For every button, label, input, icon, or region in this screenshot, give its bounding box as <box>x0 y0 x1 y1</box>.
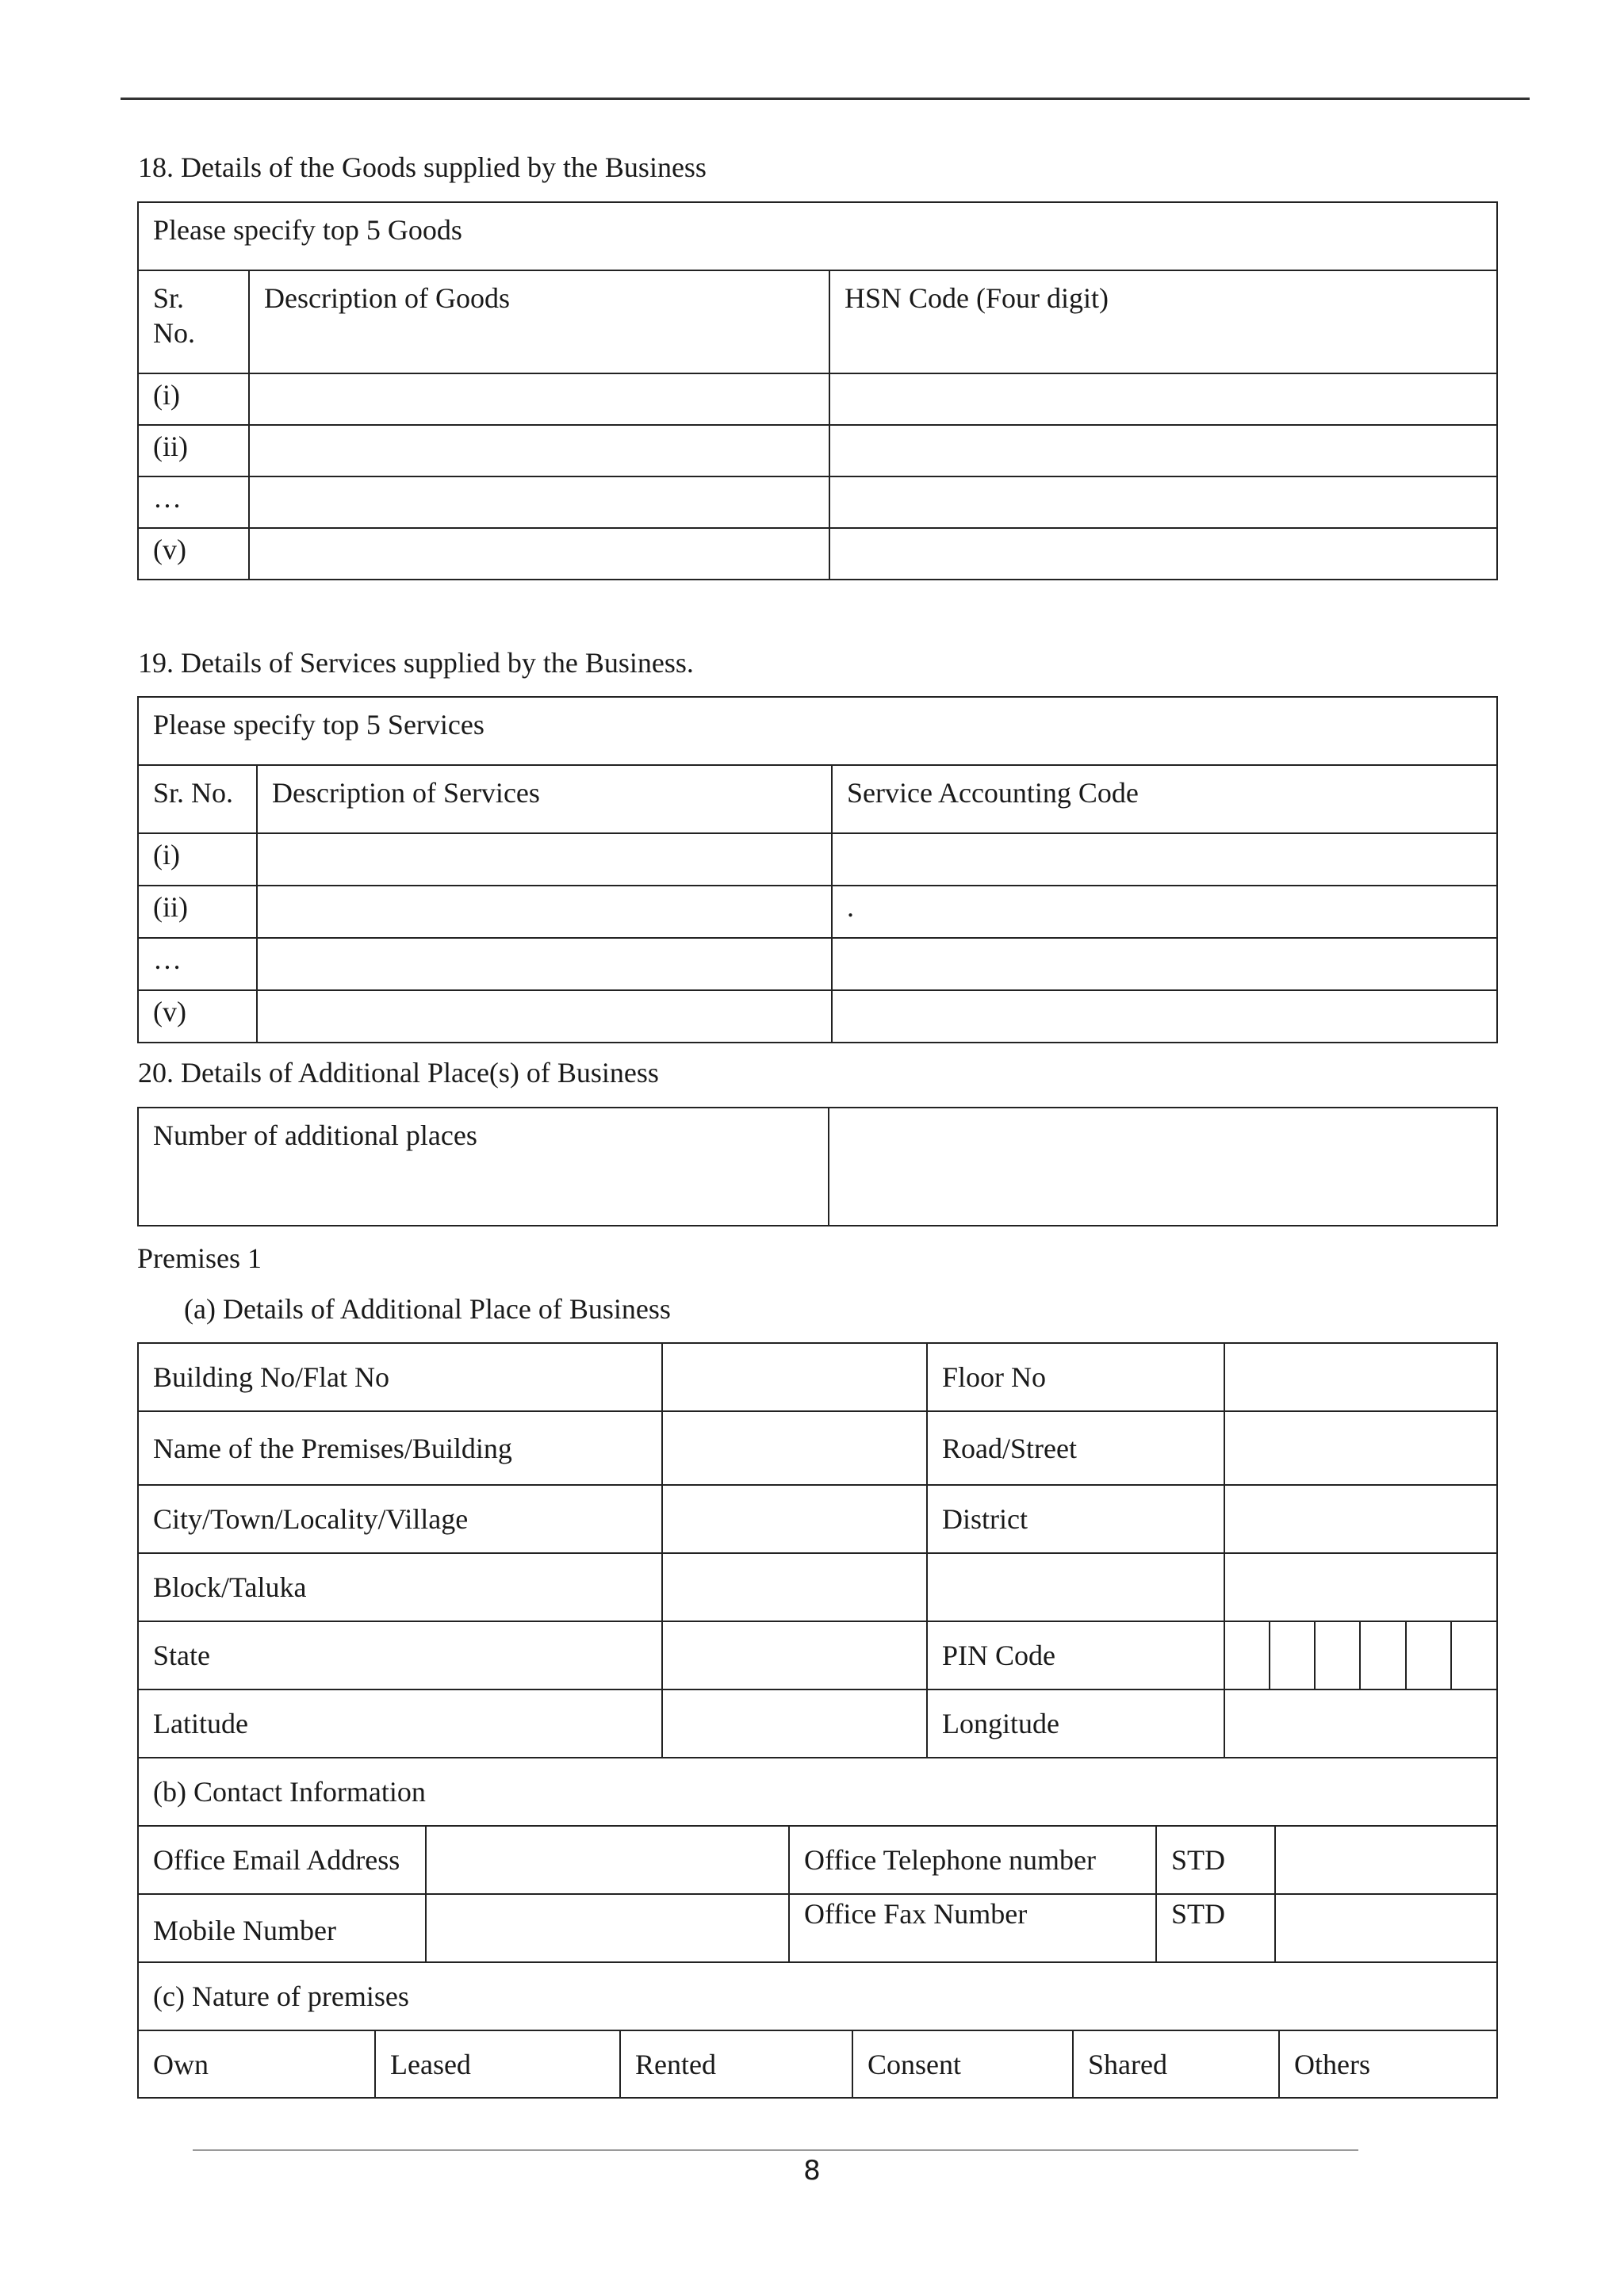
goods-description-input[interactable] <box>249 476 829 528</box>
office-telephone-label: Office Telephone number <box>789 1826 1156 1894</box>
goods-row-label: (i) <box>138 373 249 425</box>
telephone-std-label: STD <box>1156 1826 1275 1894</box>
num-places-label: Number of additional places <box>138 1108 829 1226</box>
contact-table <box>137 1757 1498 2031</box>
latitude-label: Latitude <box>138 1689 662 1758</box>
nature-option-leased[interactable]: Leased <box>375 2030 620 2098</box>
longitude-input[interactable] <box>1224 1689 1497 1758</box>
city-label: City/Town/Locality/Village <box>138 1485 662 1553</box>
goods-header-description: Description of Goods <box>249 270 829 373</box>
services-code-input[interactable] <box>832 990 1497 1043</box>
goods-header-sr-no: Sr. No. <box>138 270 249 373</box>
building-no-input[interactable] <box>662 1343 927 1411</box>
blank-label-cell <box>927 1553 1224 1621</box>
services-table <box>137 696 1498 1043</box>
contact-title: (b) Contact Information <box>138 1758 1497 1826</box>
goods-hsn-input[interactable] <box>829 373 1497 425</box>
pin-digit-box[interactable] <box>1360 1621 1406 1689</box>
nature-option-others[interactable]: Others <box>1279 2030 1497 2098</box>
num-places-input[interactable] <box>829 1108 1497 1226</box>
goods-table <box>137 201 1498 580</box>
additional-places-table <box>137 1107 1498 1226</box>
services-description-input[interactable] <box>257 886 832 938</box>
services-description-input[interactable] <box>257 938 832 990</box>
goods-subtitle: Please specify top 5 Goods <box>138 202 1497 270</box>
office-fax-input[interactable] <box>1275 1894 1497 1962</box>
city-input[interactable] <box>662 1485 927 1553</box>
services-description-input[interactable] <box>257 990 832 1043</box>
goods-row-label: (v) <box>138 528 249 580</box>
services-header-sr-no: Sr. No. <box>138 765 257 833</box>
pin-code-label: PIN Code <box>927 1621 1224 1689</box>
footer-rule <box>193 2149 1358 2151</box>
goods-row-label: (ii) <box>138 425 249 476</box>
services-row-label: (ii) <box>138 886 257 938</box>
road-street-label: Road/Street <box>927 1411 1224 1485</box>
block-taluka-input[interactable] <box>662 1553 927 1621</box>
goods-description-input[interactable] <box>249 425 829 476</box>
office-email-input[interactable] <box>426 1826 789 1894</box>
blank-input-cell <box>1224 1553 1497 1621</box>
services-row-label: (v) <box>138 990 257 1043</box>
nature-option-own[interactable]: Own <box>138 2030 375 2098</box>
premises-name-label: Name of the Premises/Building <box>138 1411 662 1485</box>
nature-option-rented[interactable]: Rented <box>620 2030 852 2098</box>
pin-digit-box[interactable] <box>1270 1621 1315 1689</box>
nature-title: (c) Nature of premises <box>138 1962 1497 2030</box>
building-no-label: Building No/Flat No <box>138 1343 662 1411</box>
premises-title: Premises 1 <box>137 1242 262 1274</box>
services-description-input[interactable] <box>257 833 832 886</box>
pin-digit-box[interactable] <box>1315 1621 1360 1689</box>
office-email-label: Office Email Address <box>138 1826 426 1894</box>
goods-hsn-input[interactable] <box>829 476 1497 528</box>
premises-address-table <box>137 1342 1498 1758</box>
section-19-title: 19. Details of Services supplied by the Business. <box>138 647 694 679</box>
section-20-title: 20. Details of Additional Place(s) of Business <box>138 1057 659 1089</box>
services-header-description: Description of Services <box>257 765 832 833</box>
nature-option-shared[interactable]: Shared <box>1073 2030 1279 2098</box>
nature-of-premises-table <box>137 2030 1498 2099</box>
block-taluka-label: Block/Taluka <box>138 1553 662 1621</box>
office-fax-label: Office Fax Number <box>789 1894 1156 1962</box>
services-subtitle: Please specify top 5 Services <box>138 697 1497 765</box>
services-code-input[interactable]: . <box>832 886 1497 938</box>
floor-no-input[interactable] <box>1224 1343 1497 1411</box>
pin-digit-box[interactable] <box>1451 1621 1497 1689</box>
fax-std-label: STD <box>1156 1894 1275 1962</box>
goods-header-hsn: HSN Code (Four digit) <box>829 270 1497 373</box>
pin-digit-box[interactable] <box>1224 1621 1270 1689</box>
services-header-code: Service Accounting Code <box>832 765 1497 833</box>
mobile-number-label: Mobile Number <box>138 1894 426 1962</box>
goods-hsn-input[interactable] <box>829 528 1497 580</box>
page-number: 8 <box>803 2155 821 2187</box>
state-input[interactable] <box>662 1621 927 1689</box>
nature-option-consent[interactable]: Consent <box>852 2030 1073 2098</box>
goods-hsn-input[interactable] <box>829 425 1497 476</box>
district-input[interactable] <box>1224 1485 1497 1553</box>
longitude-label: Longitude <box>927 1689 1224 1758</box>
office-telephone-input[interactable] <box>1275 1826 1497 1894</box>
pin-digit-box[interactable] <box>1406 1621 1451 1689</box>
goods-row-label: … <box>138 476 249 528</box>
premises-name-input[interactable] <box>662 1411 927 1485</box>
services-code-input[interactable] <box>832 833 1497 886</box>
goods-description-input[interactable] <box>249 528 829 580</box>
mobile-number-input[interactable] <box>426 1894 789 1962</box>
road-street-input[interactable] <box>1224 1411 1497 1485</box>
latitude-input[interactable] <box>662 1689 927 1758</box>
section-18-title: 18. Details of the Goods supplied by the Business <box>138 151 707 183</box>
premises-subtitle-a: (a) Details of Additional Place of Business <box>184 1293 671 1325</box>
header-rule <box>121 98 1530 100</box>
services-code-input[interactable] <box>832 938 1497 990</box>
goods-description-input[interactable] <box>249 373 829 425</box>
state-label: State <box>138 1621 662 1689</box>
floor-no-label: Floor No <box>927 1343 1224 1411</box>
services-row-label: (i) <box>138 833 257 886</box>
district-label: District <box>927 1485 1224 1553</box>
services-row-label: … <box>138 938 257 990</box>
